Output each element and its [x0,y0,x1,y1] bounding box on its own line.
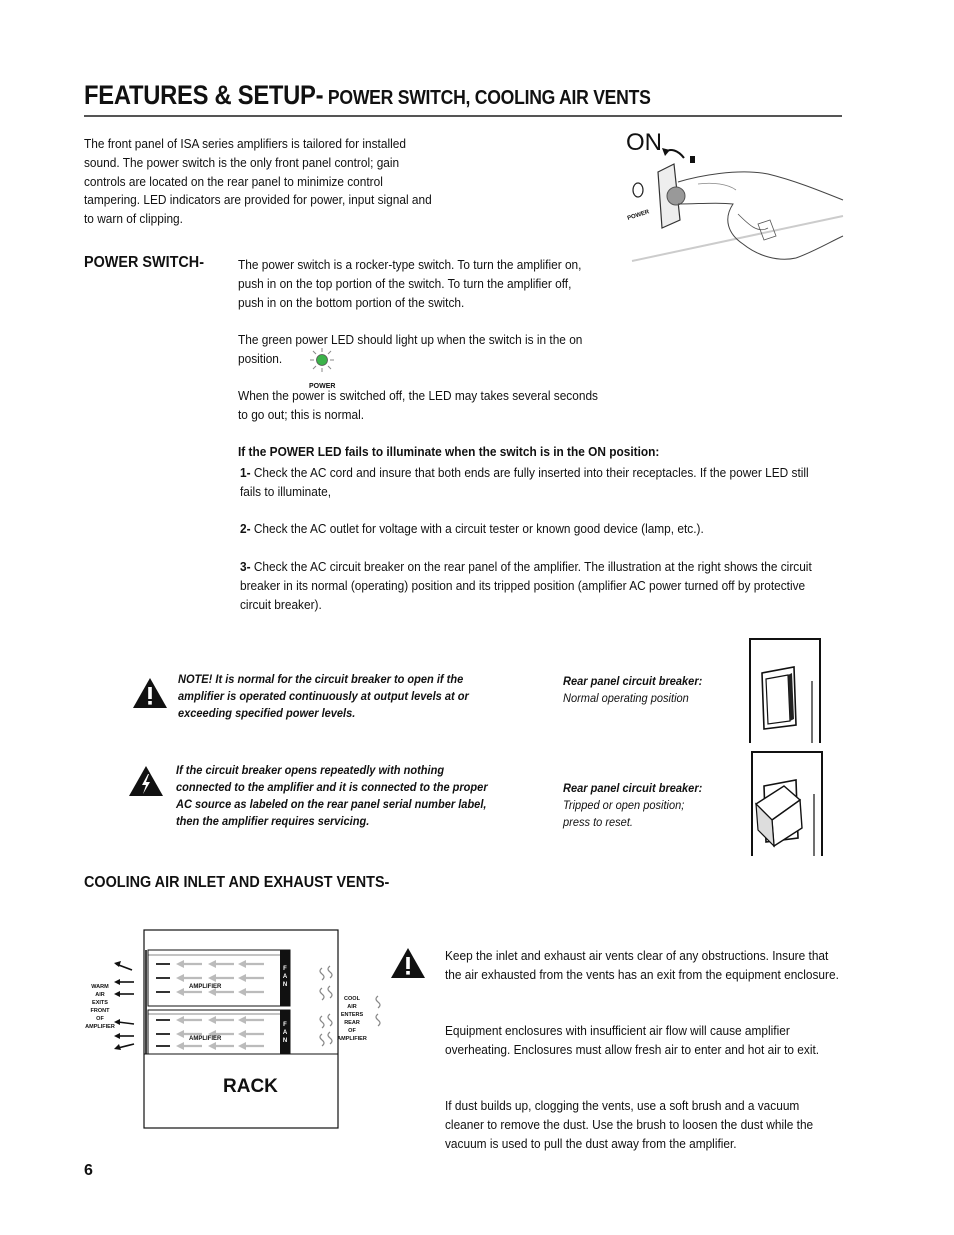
step-2 [240,520,825,539]
on-label: ON [626,129,662,156]
title-sub: POWER SWITCH, COOLING AIR VENTS [323,87,651,109]
note-2: If the circuit breaker opens repeatedly with nothing connected to the amplifier and it is connected to the proper AC source as labeled on the rear panel serial number label, then the amplifier requires servicing. [176,763,488,828]
title-main: FEATURES & SETUP- [84,80,324,110]
power-switch-para-2: The green power LED should light up when the switch is in the on position. [238,332,583,366]
step-3 [240,558,830,614]
step-1-text: Check the AC cord and insure that both ends are fully inserted into their receptacles. If the power LED still fails to illuminate, [240,465,809,499]
power-label: POWER [626,209,651,222]
power-switch-heading: POWER SWITCH- [84,254,204,271]
warm-line-2: AIR [95,992,105,998]
warm-line-6: AMPLIFIER [85,1024,115,1030]
cool-line-3: ENTERS [340,1012,364,1018]
fan-label-1-n: N [282,982,288,988]
fan-label-1-f: F [283,966,287,972]
power-switch-illustration [618,124,844,274]
step-3-text: Check the AC circuit breaker on the rear panel of the amplifier. The illustration at the right shows the circuit breaker in its normal (operating) position and its tripped position (amplifier AC power turned off by protective circuit breaker). [240,559,812,612]
cool-line-2: AIR [347,1004,357,1010]
cooling-para-2: Equipment enclosures with insufficient air flow will cause amplifier overheating. Enclosures must allow fresh air to enter and hot air to exit. [445,1023,820,1057]
cool-line-4: REAR [344,1020,360,1026]
fan-label-1-a: A [282,974,288,980]
fan-label-2-f: F [283,1022,287,1028]
warm-line-1: WARM [91,984,109,990]
cooling-warning-icon [389,946,427,980]
intro-paragraph: The front panel of ISA series amplifiers is tailored for installed sound. The power switch is the only front panel control; gain controls are located on the rear panel to minimize control tampering. LED indicators are provided for power, input signal and to warn of clipping. [84,136,432,227]
note-1: NOTE! It is normal for the circuit breaker to open if the amplifier is operated continuously at output levels at or exceeding specified power levels. [178,672,469,720]
cool-line-6: AMPLIFIER [337,1036,367,1042]
cooling-para-1: Keep the inlet and exhaust air vents clear of any obstructions. Insure that the air exhausted from the vents has an exit from the equipment enclosure. [445,948,839,982]
cooling-para-3: If dust builds up, clogging the vents, use a soft brush and a vacuum cleaner to remove the dust. Use the brush to loosen the dust while the vacuum is used to pull the dust away from the amplifier. [445,1098,814,1151]
power-switch-para-1: The power switch is a rocker-type switch. To turn the amplifier on, push in on the top portion of the switch. To turn the amplifier off, push in on the bottom portion of the switch. [238,257,582,310]
electric-hazard-icon [127,764,165,798]
fan-label-2-a: A [282,1030,288,1036]
power-switch-para-3: When the power is switched off, the LED may takes several seconds to go out; this is normal. [238,388,598,422]
rack-diagram [84,928,384,1130]
breaker-tripped-desc-2: press to reset. [563,815,633,829]
breaker-tripped-desc-1: Tripped or open position; [563,798,685,812]
amp-label-2: AMPLIFIER [189,1036,222,1042]
warning-icon [131,676,169,710]
warm-line-4: FRONT [90,1008,110,1014]
breaker-normal-illustration [748,637,822,745]
warm-line-3: EXITS [92,1000,108,1006]
step-1 [240,464,825,502]
cooling-heading: COOLING AIR INLET AND EXHAUST VENTS- [84,874,390,891]
amp-label-1: AMPLIFIER [189,984,222,990]
breaker-normal-desc: Normal operating position [563,691,689,705]
breaker-tripped-title: Rear panel circuit breaker: [563,781,703,795]
step-2-num: 2- [240,521,251,536]
warm-line-5: OF [96,1016,104,1022]
cool-line-1: COOL [344,996,360,1002]
breaker-normal-title: Rear panel circuit breaker: [563,674,703,688]
cool-line-5: OF [348,1028,356,1034]
step-1-num: 1- [240,465,251,480]
fail-heading: If the POWER LED fails to illuminate when the switch is in the ON position: [238,444,660,459]
fan-label-2-n: N [282,1038,288,1044]
led-power-label: POWER [309,383,336,390]
page-number: 6 [84,1162,93,1179]
step-3-num: 3- [240,559,251,574]
page-title [84,80,651,111]
green-led-icon [306,346,340,392]
breaker-tripped-illustration [750,750,824,858]
rack-label: RACK [223,1076,278,1097]
title-rule [84,115,842,117]
step-2-text: Check the AC outlet for voltage with a circuit tester or known good device (lamp, etc.). [250,521,704,536]
